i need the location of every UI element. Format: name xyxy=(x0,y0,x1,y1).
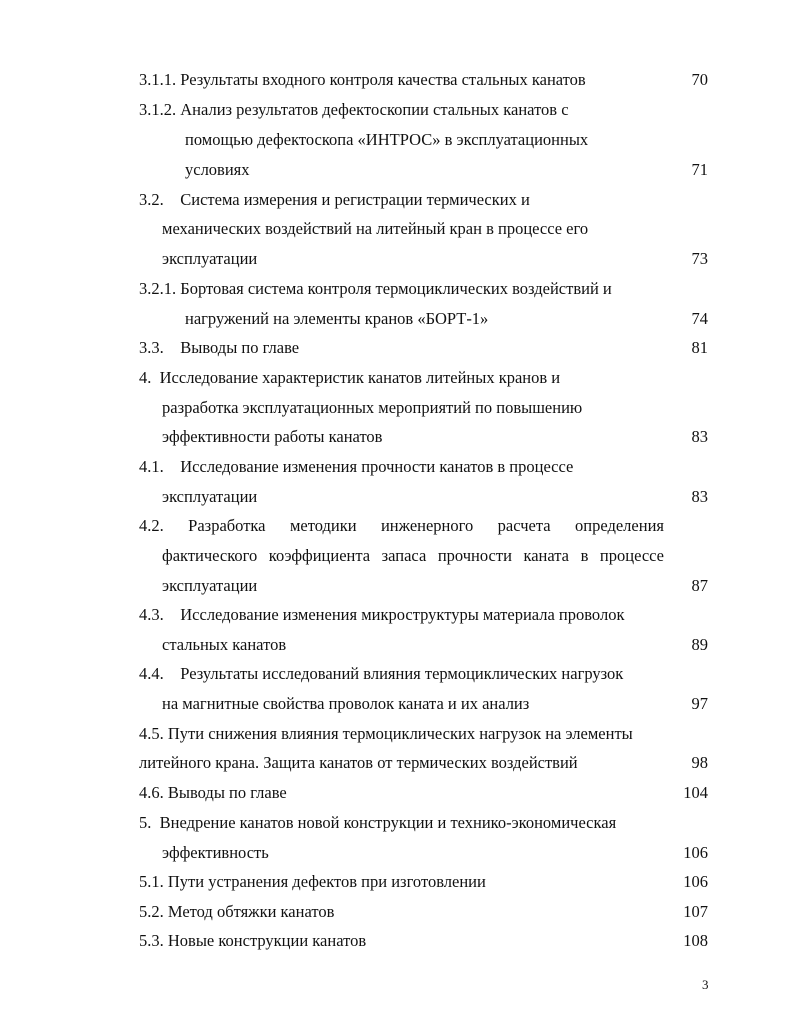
toc-entry-3-1-2-cont: помощью дефектоскопа «ИНТРОС» в эксплуатационных xyxy=(185,130,589,149)
toc-entry-5-cont: эффективность xyxy=(162,843,269,862)
toc-entry-4-1: 4.1. Исследование изменения прочности канатов в процессе xyxy=(139,457,574,476)
toc-page-3-1-1: 70 xyxy=(691,70,708,89)
toc-entry-4-cont: разработка эксплуатационных мероприятий по повышению xyxy=(162,398,583,417)
toc-entry-4-5: 4.5. Пути снижения влияния термоциклических нагрузок на элементы xyxy=(139,724,633,743)
toc-entry-3-2-cont: механических воздействий на литейный кран в процессе его xyxy=(162,219,589,238)
toc-entry-3-2-cont: эксплуатации xyxy=(162,249,258,268)
toc-page-3-1-2: 71 xyxy=(691,160,708,179)
toc-entry-3-3: 3.3. Выводы по главе xyxy=(139,338,300,357)
toc-entry-5-1: 5.1. Пути устранения дефектов при изготовлении xyxy=(139,872,486,891)
toc-page-4-4: 97 xyxy=(691,694,708,713)
page-number: 3 xyxy=(702,977,709,992)
toc-entry-4-4: 4.4. Результаты исследований влияния термоциклических нагрузок xyxy=(139,664,624,683)
toc-entry-4-2-cont: фактического коэффициента запаса прочности каната в процессе xyxy=(162,546,664,565)
toc-page-4-6: 104 xyxy=(683,783,708,802)
toc-page-5-2: 107 xyxy=(683,902,708,921)
toc-page-4-5: 98 xyxy=(691,753,708,772)
toc-entry-3-1-2: 3.1.2. Анализ результатов дефектоскопии стальных канатов с xyxy=(139,100,569,119)
toc-entry-4-4-cont: на магнитные свойства проволок каната и их анализ xyxy=(162,694,530,713)
toc-entry-4-2-cont: эксплуатации xyxy=(162,576,258,595)
toc-entry-4-3-cont: стальных канатов xyxy=(162,635,287,654)
toc-entry-4-3: 4.3. Исследование изменения микроструктуры материала проволок xyxy=(139,605,625,624)
toc-page-5-3: 108 xyxy=(683,931,708,950)
toc-page-4-2: 87 xyxy=(691,576,708,595)
toc-entry-3-2-1-cont: нагружений на элементы кранов «БОРТ-1» xyxy=(185,309,489,328)
toc-entry-4-2: 4.2. Разработка методики инженерного расчета определения xyxy=(139,516,664,535)
toc-page-5-1: 106 xyxy=(683,872,708,891)
toc-page-3-3: 81 xyxy=(691,338,708,357)
toc-entry-5-2: 5.2. Метод обтяжки канатов xyxy=(139,902,335,921)
toc-entry-4: 4. Исследование характеристик канатов литейных кранов и xyxy=(139,368,561,387)
toc-entry-3-2: 3.2. Система измерения и регистрации термических и xyxy=(139,190,530,209)
toc-entry-4-5-cont: литейного крана. Защита канатов от термических воздействий xyxy=(139,753,578,772)
toc-page-5: 106 xyxy=(683,843,708,862)
toc-entry-3-1-2-cont: условиях xyxy=(185,160,250,179)
toc-entry-3-2-1: 3.2.1. Бортовая система контроля термоциклических воздействий и xyxy=(139,279,612,298)
toc-page-4-3: 89 xyxy=(691,635,708,654)
toc-entry-4-1-cont: эксплуатации xyxy=(162,487,258,506)
toc-page-4-1: 83 xyxy=(691,487,708,506)
toc-entry-4-cont: эффективности работы канатов xyxy=(162,427,383,446)
toc-entry-3-1-1: 3.1.1. Результаты входного контроля качества стальных канатов xyxy=(139,70,586,89)
toc-entry-4-6: 4.6. Выводы по главе xyxy=(139,783,287,802)
toc-page-3-2: 73 xyxy=(691,249,708,268)
toc-entry-5-3: 5.3. Новые конструкции канатов xyxy=(139,931,367,950)
toc-page-3-2-1: 74 xyxy=(691,309,708,328)
toc-page-4: 83 xyxy=(691,427,708,446)
toc-entry-5: 5. Внедрение канатов новой конструкции и технико-экономическая xyxy=(139,813,617,832)
